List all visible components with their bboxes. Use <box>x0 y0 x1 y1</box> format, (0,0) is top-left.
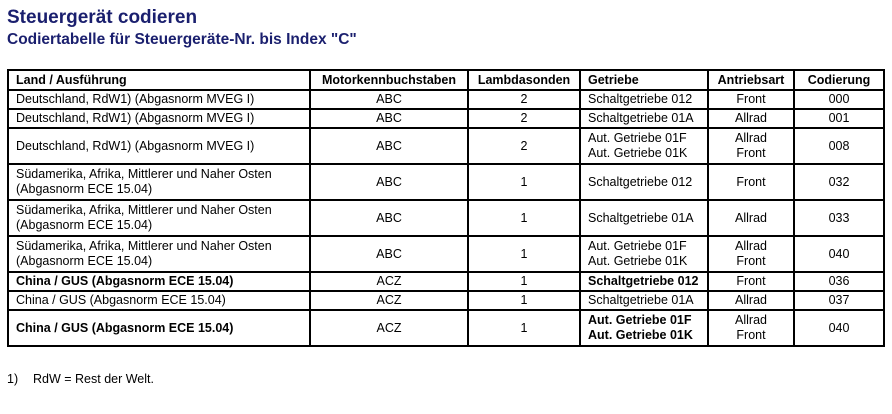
cell-land <box>8 164 310 200</box>
header-getriebe: Getriebe <box>580 70 708 90</box>
cell-lambda: 1 <box>468 291 580 310</box>
cell-getriebe-line: Schaltgetriebe 012 <box>588 174 693 189</box>
cell-motor: ABC <box>310 200 468 236</box>
cell-getriebe <box>580 310 708 346</box>
cell-getriebe <box>580 90 708 109</box>
cell-getriebe <box>580 128 708 164</box>
cell-antrieb <box>708 236 794 272</box>
table-row <box>8 310 884 346</box>
cell-antrieb-line: Front <box>736 328 766 342</box>
cell-lambda: 2 <box>468 90 580 109</box>
cell-getriebe-line: Aut. Getriebe 01K <box>588 328 693 342</box>
cell-land <box>8 291 310 310</box>
cell-getriebe-line: Schaltgetriebe 01A <box>588 111 694 125</box>
header-antriebsart: Antriebsart <box>708 70 794 90</box>
cell-codierung: 036 <box>794 272 884 291</box>
cell-codierung: 033 <box>794 200 884 236</box>
cell-antrieb <box>708 109 794 128</box>
cell-land-line: (Abgasnorm ECE 15.04) <box>16 218 153 232</box>
cell-antrieb-line: Front <box>736 274 766 288</box>
table-row <box>8 90 884 109</box>
table-row <box>8 291 884 310</box>
cell-getriebe <box>580 164 708 200</box>
cell-antrieb-line: Front <box>736 174 766 189</box>
footnote-text: RdW = Rest der Welt. <box>33 372 154 386</box>
cell-getriebe-line: Aut. Getriebe 01F <box>588 239 687 253</box>
cell-land-line: China / GUS (Abgasnorm ECE 15.04) <box>16 320 234 335</box>
cell-getriebe <box>580 291 708 310</box>
cell-antrieb <box>708 291 794 310</box>
cell-antrieb <box>708 272 794 291</box>
cell-land-line: China / GUS (Abgasnorm ECE 15.04) <box>16 274 234 288</box>
cell-antrieb-line: Allrad <box>735 239 767 253</box>
cell-antrieb <box>708 310 794 346</box>
cell-getriebe-line: Schaltgetriebe 012 <box>588 274 699 288</box>
cell-motor: ABC <box>310 164 468 200</box>
header-land: Land / Ausführung <box>8 70 310 90</box>
cell-codierung: 001 <box>794 109 884 128</box>
cell-lambda: 1 <box>468 200 580 236</box>
cell-antrieb <box>708 200 794 236</box>
cell-getriebe-line: Aut. Getriebe 01K <box>588 146 688 160</box>
cell-antrieb-line: Allrad <box>735 313 767 327</box>
cell-motor: ABC <box>310 128 468 164</box>
cell-motor: ABC <box>310 109 468 128</box>
cell-land <box>8 109 310 128</box>
cell-antrieb-line: Allrad <box>735 210 767 225</box>
cell-codierung: 000 <box>794 90 884 109</box>
cell-lambda: 1 <box>468 272 580 291</box>
footnote-number: 1) <box>7 372 19 386</box>
page-subtitle: Codiertabelle für Steuergeräte-Nr. bis Index "C" <box>7 31 357 48</box>
cell-antrieb-line: Front <box>736 254 766 268</box>
cell-motor: ACZ <box>310 291 468 310</box>
cell-land-line: Deutschland, RdW1) (Abgasnorm MVEG I) <box>16 92 255 106</box>
cell-antrieb <box>708 90 794 109</box>
page-title: Steuergerät codieren <box>7 7 198 28</box>
cell-lambda: 1 <box>468 310 580 346</box>
cell-land-line: China / GUS (Abgasnorm ECE 15.04) <box>16 293 226 307</box>
cell-land-line: (Abgasnorm ECE 15.04) <box>16 182 153 196</box>
cell-antrieb-line: Allrad <box>735 293 767 307</box>
header-motorkennbuchstaben: Motorkennbuchstaben <box>310 70 468 90</box>
cell-land-line: Deutschland, RdW1) (Abgasnorm MVEG I) <box>16 111 255 125</box>
cell-codierung: 008 <box>794 128 884 164</box>
cell-land-line: Südamerika, Afrika, Mittlerer und Naher Osten <box>16 239 272 253</box>
cell-motor: ACZ <box>310 310 468 346</box>
cell-antrieb-line: Allrad <box>735 131 767 145</box>
cell-getriebe-line: Schaltgetriebe 012 <box>588 92 693 106</box>
table-row <box>8 109 884 128</box>
cell-lambda: 1 <box>468 236 580 272</box>
cell-codierung: 040 <box>794 236 884 272</box>
cell-land <box>8 200 310 236</box>
footnote <box>7 372 154 386</box>
cell-getriebe <box>580 272 708 291</box>
cell-land <box>8 236 310 272</box>
cell-land <box>8 272 310 291</box>
cell-land <box>8 128 310 164</box>
table-row <box>8 128 884 164</box>
cell-land <box>8 310 310 346</box>
cell-land <box>8 90 310 109</box>
table-header-row <box>8 70 884 90</box>
cell-land-line: Südamerika, Afrika, Mittlerer und Naher Osten <box>16 167 272 181</box>
cell-antrieb <box>708 164 794 200</box>
cell-antrieb-line: Front <box>736 92 766 106</box>
table-row <box>8 272 884 291</box>
cell-getriebe <box>580 200 708 236</box>
cell-getriebe-line: Schaltgetriebe 01A <box>588 293 694 307</box>
cell-codierung: 032 <box>794 164 884 200</box>
cell-getriebe-line: Aut. Getriebe 01K <box>588 254 688 268</box>
cell-codierung: 040 <box>794 310 884 346</box>
cell-getriebe-line: Schaltgetriebe 01A <box>588 210 694 225</box>
table-row <box>8 200 884 236</box>
cell-antrieb-line: Front <box>736 146 766 160</box>
cell-land-line: (Abgasnorm ECE 15.04) <box>16 254 153 268</box>
cell-lambda: 2 <box>468 109 580 128</box>
cell-getriebe-line: Aut. Getriebe 01F <box>588 313 692 327</box>
cell-motor: ABC <box>310 236 468 272</box>
cell-motor: ACZ <box>310 272 468 291</box>
cell-getriebe-line: Aut. Getriebe 01F <box>588 131 687 145</box>
cell-antrieb-line: Allrad <box>735 111 767 125</box>
coding-table <box>7 69 885 347</box>
cell-lambda: 1 <box>468 164 580 200</box>
header-lambdasonden: Lambdasonden <box>468 70 580 90</box>
cell-motor: ABC <box>310 90 468 109</box>
cell-getriebe <box>580 236 708 272</box>
cell-land-line: Deutschland, RdW1) (Abgasnorm MVEG I) <box>16 138 255 153</box>
cell-land-line: Südamerika, Afrika, Mittlerer und Naher Osten <box>16 203 272 217</box>
header-codierung: Codierung <box>794 70 884 90</box>
cell-getriebe <box>580 109 708 128</box>
table-row <box>8 236 884 272</box>
cell-antrieb <box>708 128 794 164</box>
cell-codierung: 037 <box>794 291 884 310</box>
cell-lambda: 2 <box>468 128 580 164</box>
table-row <box>8 164 884 200</box>
